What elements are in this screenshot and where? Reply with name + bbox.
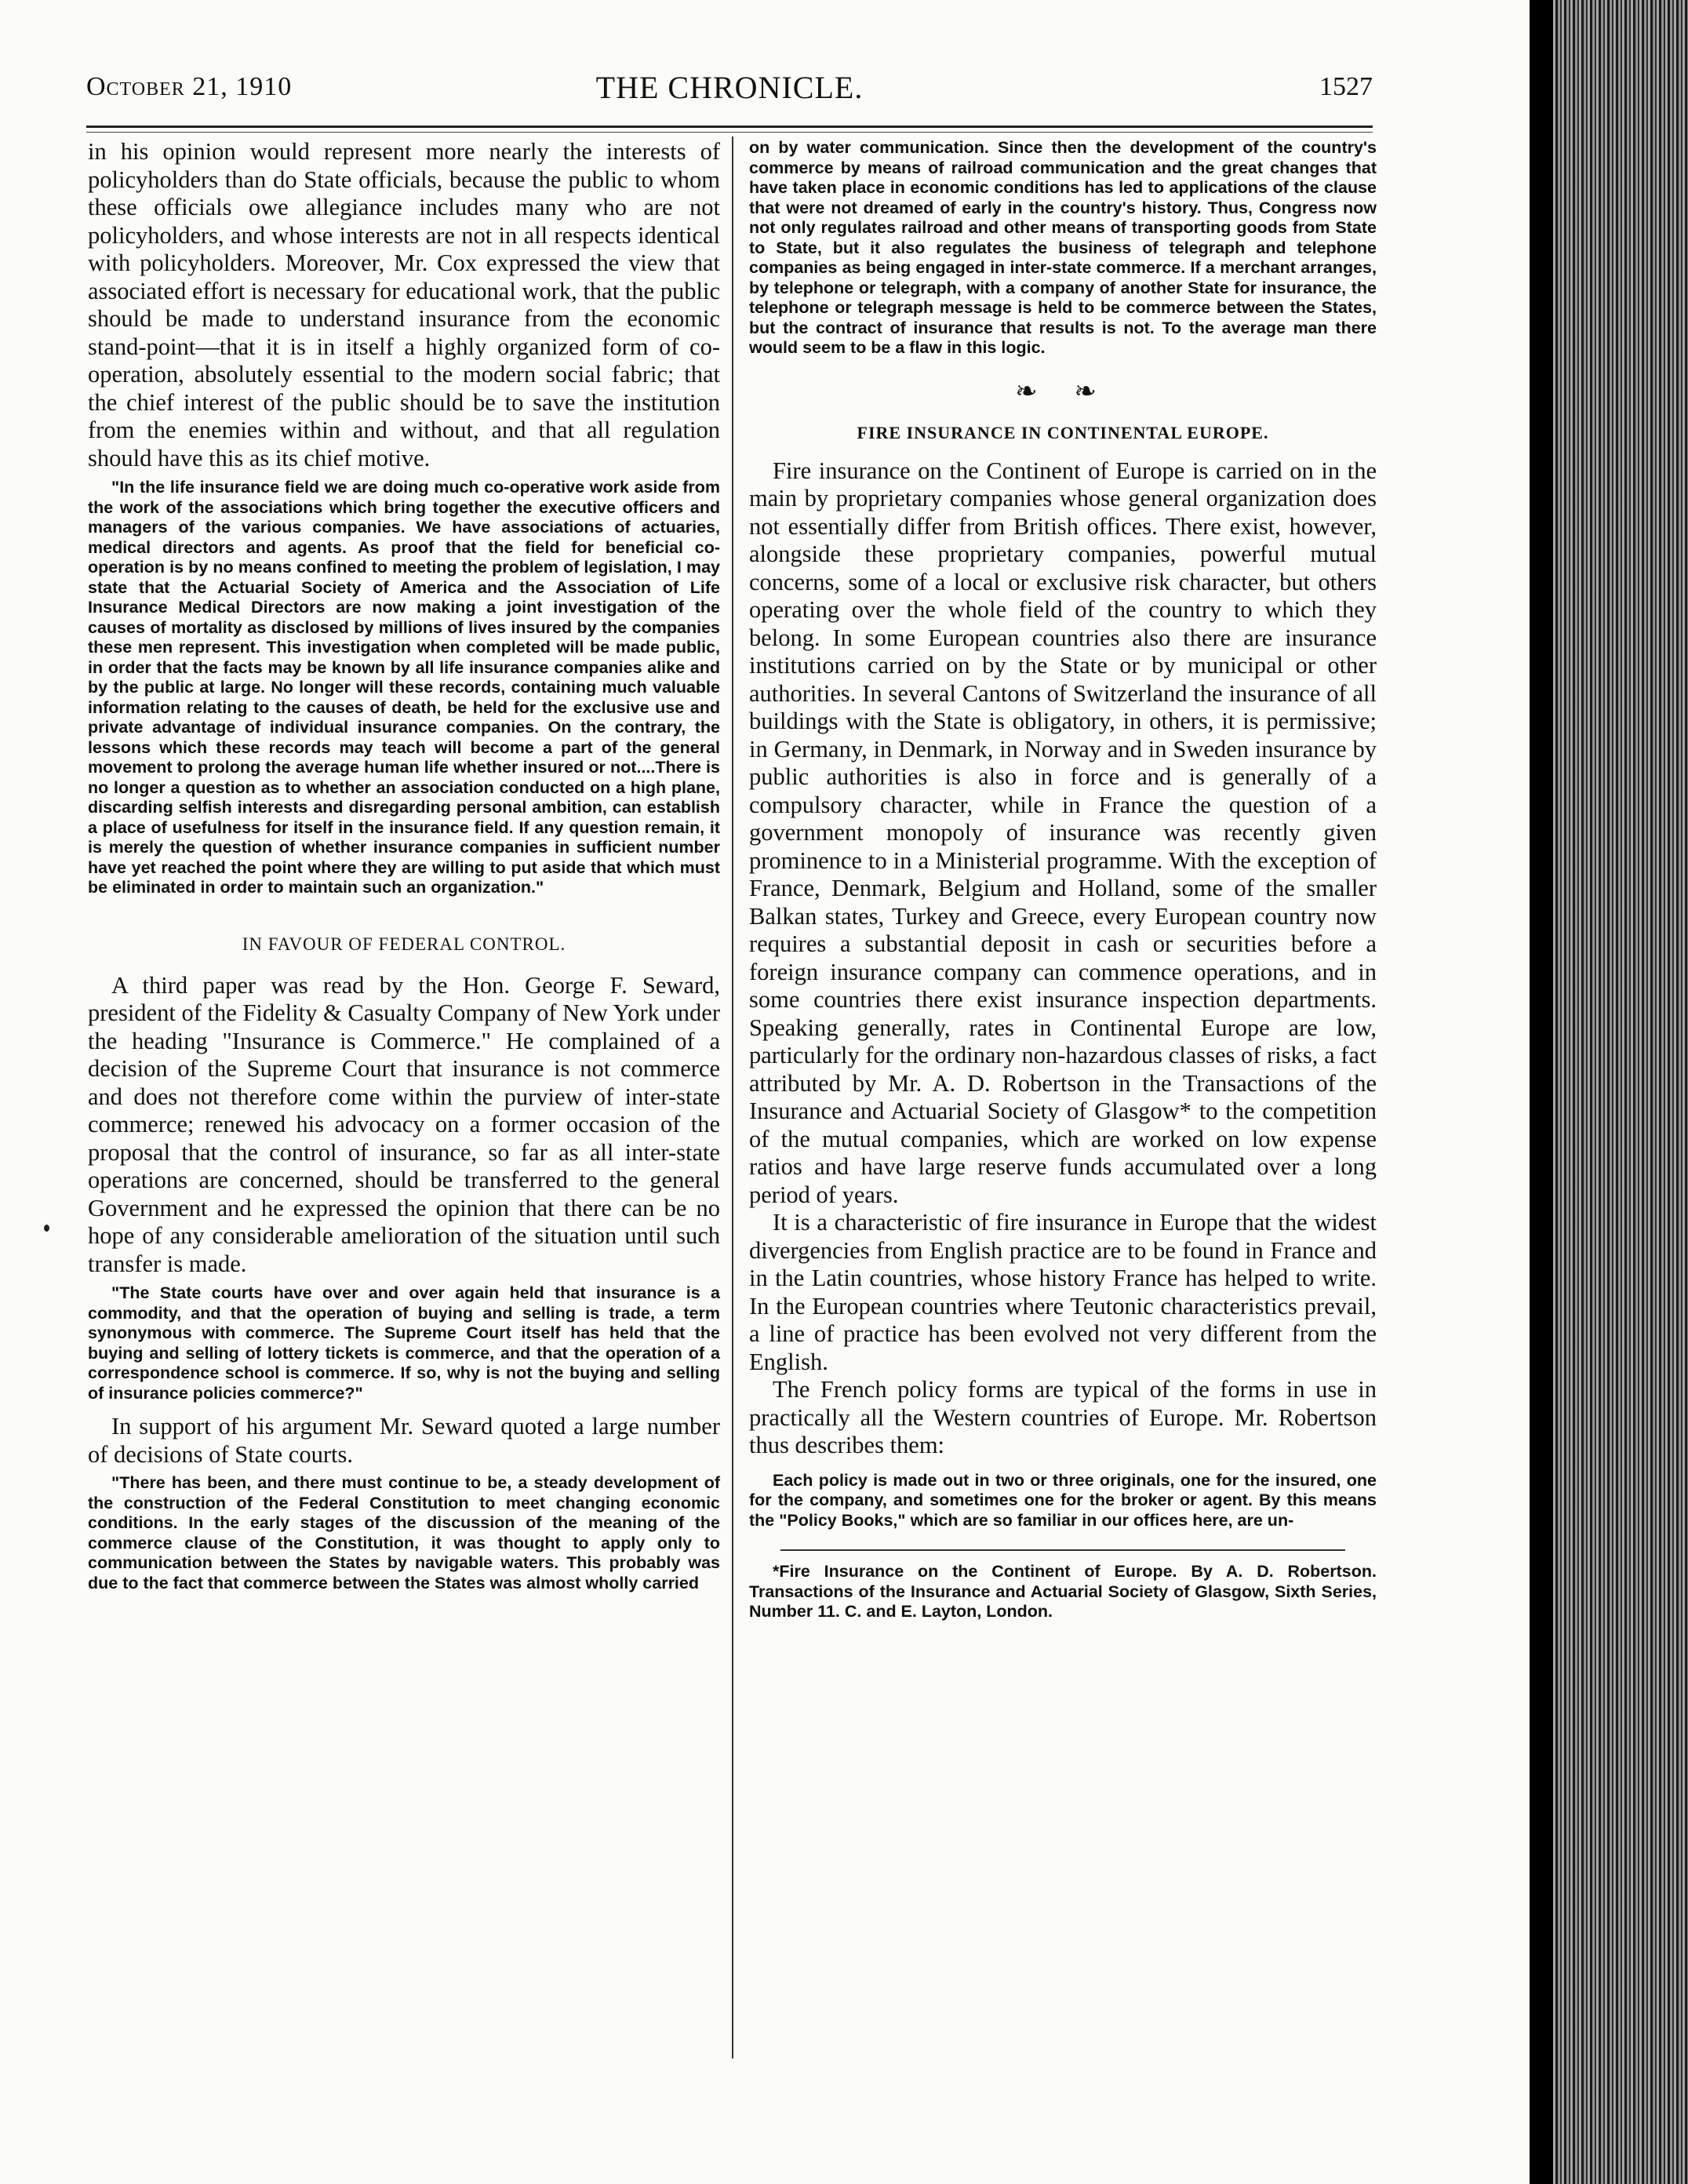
footnote-rule <box>780 1549 1345 1551</box>
quote-continued: on by water communication. Since then the development of the country's commerce by means of railroad communication and the great changes that have taken place in economic conditions has led to applications of the clause that were not dreamed of early in the country's history. Thus, Congress now not only regulates railroad and other means of transporting goods from State to State, but it also regulates the business of telegraph and telephone companies as being engaged in inter-state commerce. If a merchant arranges, by telephone or telegraph, with a company of another State for insurance, the telephone or telegraph message is held to be commerce between the States, but the contract of insurance that results is not. To the average man there would seem to be a flaw in this logic. <box>749 138 1377 357</box>
paragraph-fire-insurance-continent: Fire insurance on the Continent of Europe is carried on in the main by proprietary companies whose general organization does not essentially differ from British offices. There exist, however, alongside these proprietary companies, powerful mutual concerns, some of a local or exclusive risk character, but others operating over the whole field of the country to which they belong. In some European countries also there are insurance institutions carried on by the State or by municipal or other authorities. In several Cantons of Switzerland the insurance of all buildings with the State is obligatory, in others, it is permissive; in Germany, in Denmark, in Norway and in Sweden insurance by public authorities is also in force and is generally of a compulsory character, while in France the question of a government monopoly of insurance was recently given prominence to in a Ministerial programme. With the exception of France, Denmark, Belgium and Holland, some of the smaller Balkan states, Turkey and Greece, every European country now requires a substantial deposit in cash or securities before a foreign insurance company can commence operations, and in some countries there exist insurance inspection departments. Speaking generally, rates in Continental Europe are low, particularly for the ordinary non-hazardous classes of risks, a fact attributed by Mr. A. D. Robertson in the Transactions of the Insurance and Actuarial Society of Glasgow* to the competition of the mutual companies, which are worked on low expense ratios and have large reserve funds accumulated over a long period of years. <box>749 457 1377 1208</box>
paragraph-seward-support: In support of his argument Mr. Seward quoted a large number of decisions of State courts. <box>88 1413 720 1468</box>
section-heading-fire-insurance: FIRE INSURANCE IN CONTINENTAL EUROPE. <box>857 422 1269 442</box>
section-ornament: ❧ ❧ <box>1015 375 1111 407</box>
quote-state-courts: "The State courts have over and over again held that insurance is a commodity, and that the operation of buying and selling is trade, a term synonymous with commerce. The Supreme Court itself has held that the buying and selling of lottery tickets is commerce, and that the operation of a correspondence school is commerce. If so, why is not the buying and selling of insurance policies commerce?" <box>88 1283 720 1403</box>
issue-date: October 21, 1910 <box>86 72 293 101</box>
paragraph-fire-insurance-characteristic: It is a characteristic of fire insurance in Europe that the widest divergencies from English practice are to be found in France and in the Latin countries, whose history France has helped to write. In the European countries where Teutonic characteristics prevail, a line of practice has been evolved not very different from the English. <box>749 1209 1377 1375</box>
quote-cooperative-work: "In the life insurance field we are doing much co-operative work aside from the work of the associations which bring together the executive officers and managers of the various companies. We have associations of actuaries, medical directors and agents. As proof that the field for beneficial co-operation is by no means confined to meeting the problem of legislation, I may state that the Actuarial Society of America and the Association of Life Insurance Medical Directors are now making a joint investigation of the causes of mortality as disclosed by millions of lives insured by the companies these men represent. This investigation when completed will be made public, in order that the facts may be known by all life insurance companies alike and by the public at large. No longer will these records, containing much valuable information relating to the causes of death, be held for the exclusive use and private advantage of individual insurance companies. On the contrary, the lessons which these records may teach will become a part of the general movement to prolong the average human life whether insured or not....There is no longer a question as to whether an association conducted on a high plane, discarding selfish interests and disregarding personal ambition, can establish a place of usefulness for itself in the insurance field. If any question remain, it is merely the question of whether insurance companies in sufficient number have yet reached the point where they are willing to put aside that which must be eliminated in order to maintain such an organization." <box>88 478 720 897</box>
header-rule-thin <box>86 132 1373 133</box>
right-column <box>749 138 1377 1622</box>
left-column <box>88 138 720 1593</box>
quote-federal-constitution: "There has been, and there must continue to be, a steady development of the construction of the Federal Constitution to meet changing economic conditions. In the early stages of the discussion of the meaning of the commerce clause of the Constitution, it was thought to apply only to communication between the States by navigable waters. This probably was due to the fact that commerce between the States was almost wholly carried <box>88 1473 720 1592</box>
column-divider <box>732 136 733 2058</box>
binding-shadow <box>1530 0 1553 2184</box>
page-number: 1527 <box>1319 72 1373 101</box>
paragraph-cox-opinion: in his opinion would represent more nearly the interests of policyholders than do State officials, because the public to whom these officials owe allegiance includes many who are not policyholders, and whose interests are not in all respects identical with policyholders. Moreover, Mr. Cox expressed the view that associated effort is necessary for educational work, that the public should be made to understand insurance from the economic stand-point—that it is in itself a highly organized form of co-operation, absolutely essential to the modern social fabric; that the chief interest of the public should be to save the institution from the enemies within and without, and that all regulation should have this as its chief motive. <box>88 138 720 471</box>
footnote-robertson: *Fire Insurance on the Continent of Europe. By A. D. Robertson. Transactions of the Insurance and Actuarial Society of Glasgow, Sixth Series, Number 11. C. and E. Layton, London. <box>749 1562 1377 1621</box>
section-heading-federal-control: IN FAVOUR OF FEDERAL CONTROL. <box>242 934 566 954</box>
publication-title: THE CHRONICLE. <box>595 70 864 105</box>
margin-mark <box>44 1225 49 1232</box>
quote-policy-books: Each policy is made out in two or three originals, one for the insured, one for the company, and sometimes one for the broker or agent. By this means the "Policy Books," which are so familiar in our offices here, are un- <box>749 1470 1377 1530</box>
page-header <box>86 72 1373 111</box>
book-page-edges <box>1530 0 1688 2184</box>
paragraph-seward-paper: A third paper was read by the Hon. George F. Seward, president of the Fidelity & Casualty Company of New York under the heading "Insurance is Commerce." He complained of a decision of the Supreme Court that insurance is not commerce and does not therefore come within the purview of inter-state commerce; renewed his advocacy on a former occasion of the proposal that the control of insurance, so far as all inter-state operations are concerned, should be transferred to the general Government and he expressed the opinion that there can be no hope of any considerable amelioration of the situation until such transfer is made. <box>88 971 720 1277</box>
header-rule <box>86 126 1373 128</box>
paragraph-french-policy-forms: The French policy forms are typical of the forms in use in practically all the Western countries of Europe. Mr. Robertson thus describes them: <box>749 1376 1377 1458</box>
